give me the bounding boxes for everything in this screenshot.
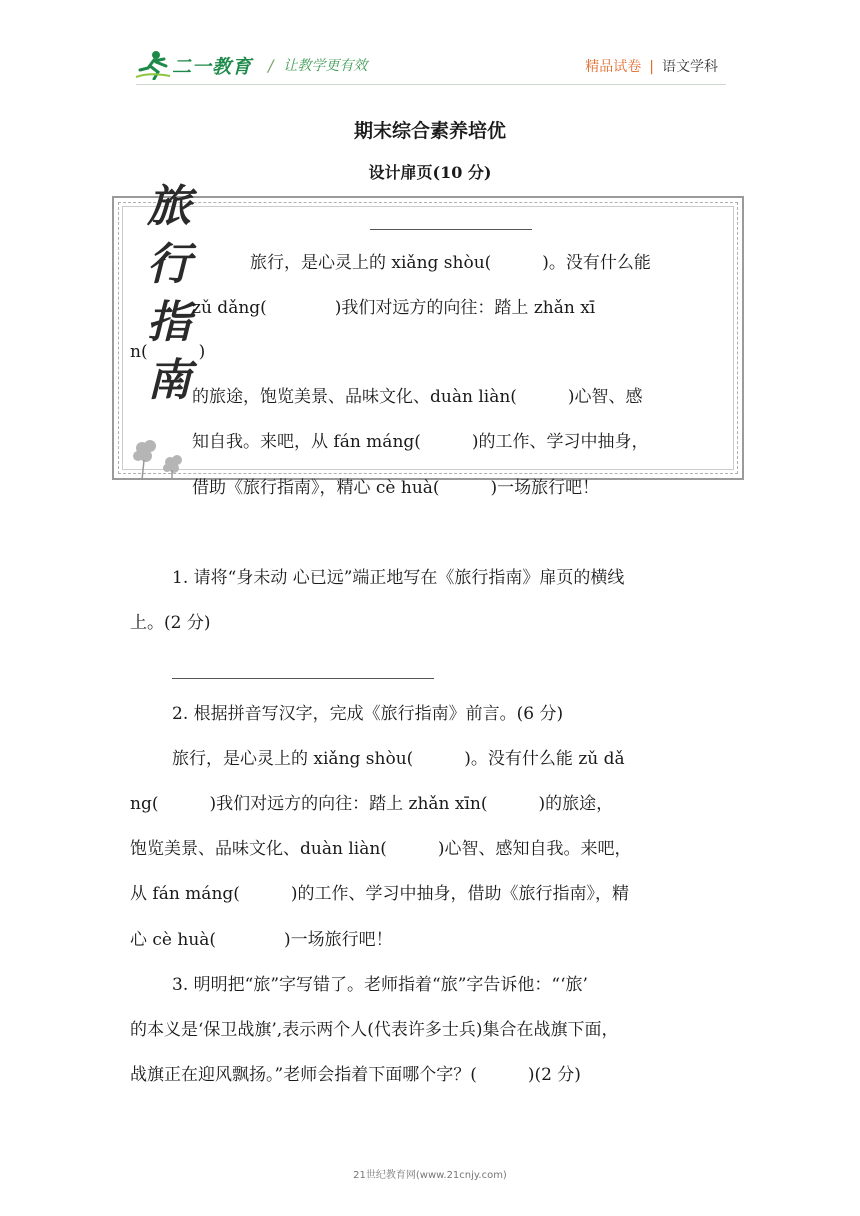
question-2-text: 2. 根据拼音写汉字，完成《旅行指南》前言。(6 分)	[172, 704, 564, 724]
flower-decoration-icon	[130, 436, 190, 482]
passage-line: ng( )我们对远方的向往：踏上 zhǎn xīn( )的旅途，	[130, 794, 614, 814]
calligraphy-char: 行	[147, 239, 191, 290]
frame-text-line: 知自我。来吧，从 fán máng( )的工作、学习中抽身，	[192, 432, 649, 452]
passage-line: 从 fán máng( )的工作、学习中抽身，借助《旅行指南》，精	[130, 884, 630, 904]
frame-text-line: zǔ dǎng( )我们对远方的向往：踏上 zhǎn xī	[192, 298, 596, 318]
page-title: 期末综合素养培优	[353, 120, 506, 142]
question-3-text-cont: 的本义是‘保卫战旗’,表示两个人(代表许多士兵)集合在战旗下面，	[130, 1020, 619, 1040]
calligraphy-char: 南	[147, 355, 191, 406]
answer-blank-line	[172, 678, 434, 679]
passage-line: 心 cè huà( )一场旅行吧！	[130, 930, 393, 950]
runner-logo-icon	[136, 50, 170, 80]
question-3-text-cont: 战旗正在迎风飘扬。”老师会指着下面哪个字？( )(2 分)	[130, 1065, 581, 1085]
site-logo	[136, 48, 367, 82]
frame-text-line: 旅行，是心灵上的 xiǎng shòu( )。没有什么能	[250, 253, 651, 273]
calligraphy-char: 指	[147, 297, 191, 348]
slogan: 让教学更有效	[283, 58, 368, 74]
header-separator: /	[268, 55, 274, 75]
passage-line: 旅行，是心灵上的 xiǎng shòu( )。没有什么能 zǔ dǎ	[172, 749, 625, 769]
question-3-text: 3. 明明把“旅”字写错了。老师指着“旅”字告诉他：“‘旅’	[172, 975, 588, 995]
passage-line: 饱览美景、品味文化、duàn liàn( )心智、感知自我。来吧，	[130, 839, 632, 859]
header-divider	[136, 84, 726, 85]
frame-text-line: 的旅途，饱览美景、品味文化、duàn liàn( )心智、感	[192, 387, 643, 407]
frame-text-line: 借助《旅行指南》，精心 cè huà( )一场旅行吧！	[192, 478, 600, 498]
tag-subject: 语文学科	[662, 59, 718, 75]
page-footer: 21世纪教育网(www.21cnjy.com)	[353, 1170, 507, 1181]
calligraphy-title	[138, 178, 200, 410]
header-tags	[585, 56, 718, 76]
calligraphy-char: 旅	[147, 181, 191, 232]
page-subtitle: 设计扉页(10 分)	[368, 163, 492, 182]
tag-quality: 精品试卷	[585, 59, 642, 75]
logo-text: 二一教育	[172, 55, 253, 78]
frame-title-blank-line	[370, 229, 532, 230]
question-1-text: 1. 请将“身未动 心已远”端正地写在《旅行指南》扉页的横线	[172, 568, 625, 588]
tag-divider: |	[649, 59, 654, 75]
question-1-text-cont: 上。(2 分)	[130, 613, 211, 633]
frame-text-line: n( )	[130, 342, 206, 362]
